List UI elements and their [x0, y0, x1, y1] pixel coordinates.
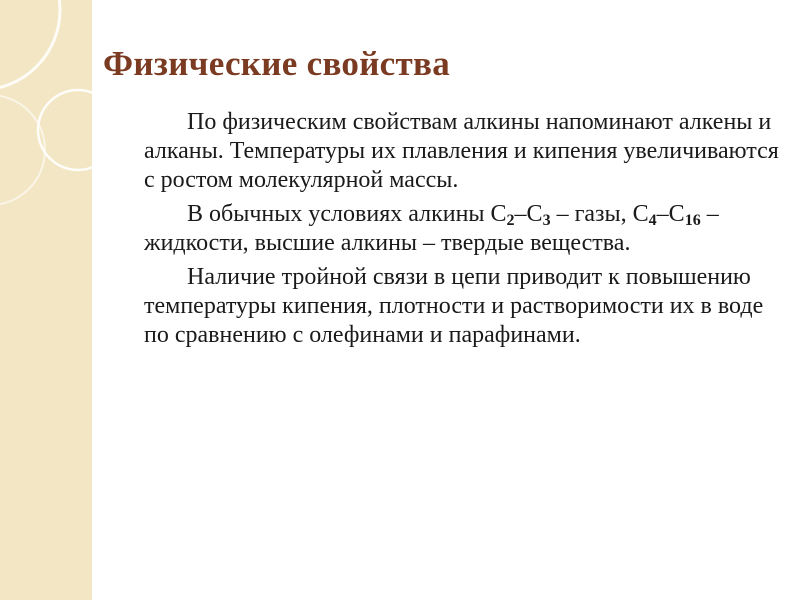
decorative-circles: [0, 0, 92, 600]
paragraph-3: Наличие тройной связи в цепи приводит к повышению температуры кипения, плотности и растворимости их в воде по сравнению с олефинами и парафинами.: [144, 264, 764, 348]
p2-subscript-4: 16: [684, 212, 701, 229]
decorative-sidebar: [0, 0, 92, 600]
slide-title: Физические свойства: [103, 44, 451, 83]
p2-text-4: –С: [656, 201, 685, 227]
decor-circle-bottom: [0, 95, 45, 205]
p2-text-1: В обычных условиях алкины С: [187, 201, 507, 227]
decor-circle-large: [0, 0, 60, 90]
p2-subscript-1: 2: [506, 212, 515, 229]
decor-circle-small: [38, 90, 92, 170]
p2-subscript-3: 4: [648, 212, 657, 229]
slide-body: [144, 108, 779, 355]
p2-text-3: – газы, С: [550, 201, 649, 227]
paragraph-2: [144, 200, 779, 258]
p2-text-5: – жидкости, высшие алкины – твердые вещества.: [144, 201, 719, 256]
paragraph-1: По физическим свойствам алкины напоминают алкены и алканы. Температуры их плавления и кипения увеличиваются с ростом молекулярной массы.: [144, 109, 779, 193]
p2-text-2: –С: [514, 201, 543, 227]
p2-subscript-2: 3: [542, 212, 551, 229]
